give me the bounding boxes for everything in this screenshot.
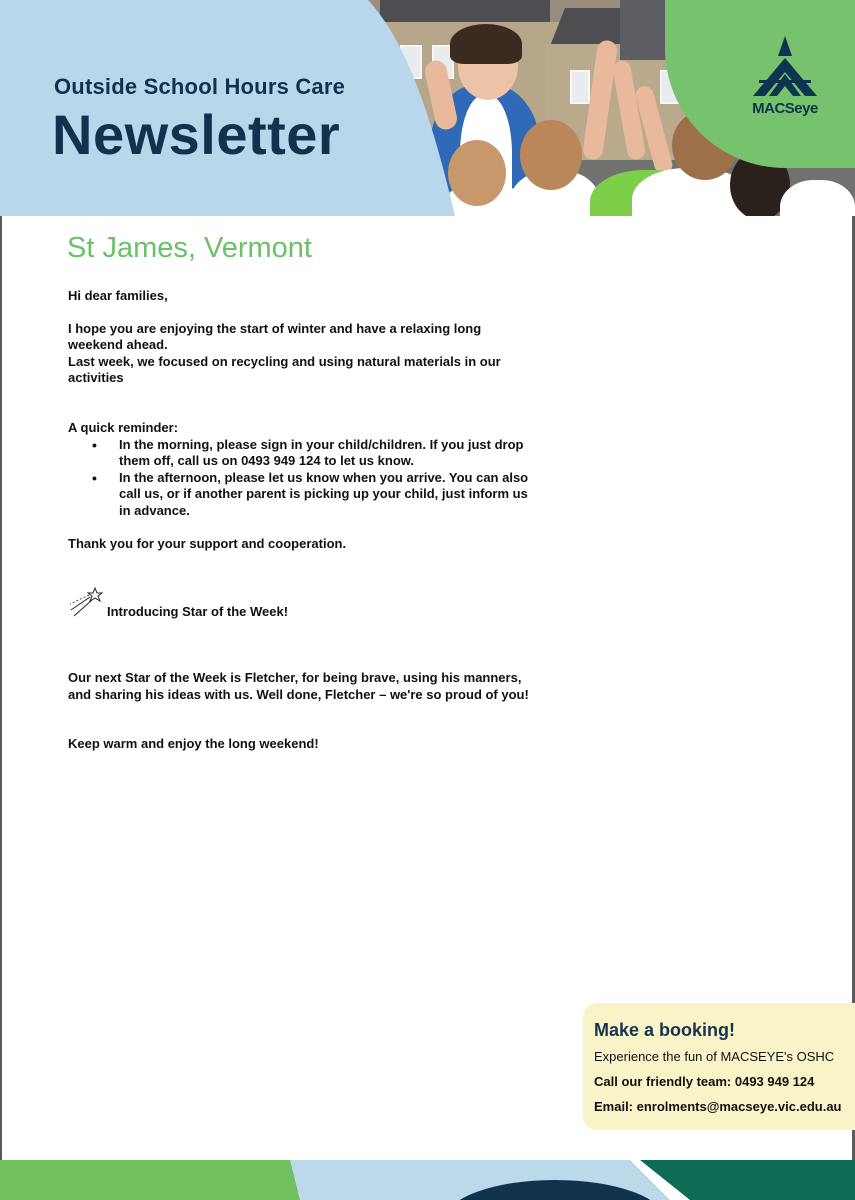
star-of-week-heading: Introducing Star of the Week! <box>107 604 289 619</box>
newsletter-header <box>0 0 855 216</box>
reminder-list <box>68 437 538 520</box>
reminder-heading: A quick reminder: <box>68 419 179 435</box>
logo-wordmark: MACSeye <box>752 100 818 117</box>
shooting-star-icon <box>68 586 104 618</box>
newsletter-body <box>68 288 538 552</box>
location-heading: St James, Vermont <box>67 232 312 264</box>
booking-title: Make a booking! <box>594 1020 736 1040</box>
booking-email[interactable]: Email: enrolments@macseye.vic.edu.au <box>594 1099 842 1114</box>
newsletter-title: Newsletter <box>52 103 341 166</box>
recycling-paragraph: Last week, we focused on recycling and using natural materials in our activities <box>68 353 501 386</box>
intro-paragraph: I hope you are enjoying the start of winter and have a relaxing long weekend ahead. <box>68 320 482 353</box>
booking-phone: Call our friendly team: 0493 949 124 <box>594 1074 815 1089</box>
closing-text: Keep warm and enjoy the long weekend! <box>68 736 319 752</box>
booking-box <box>583 1003 855 1130</box>
star-of-week-section <box>68 670 538 753</box>
star-of-week-text: Our next Star of the Week is Fletcher, for being brave, using his manners, and sharing his ideas with us. Well done, Fletcher – we're so proud of you! <box>68 670 529 702</box>
reminder-item: • In the afternoon, please let us know when you arrive. You can also call us, or if another parent is picking up your child, just inform us in advance. <box>68 470 538 520</box>
reminder-item: • In the morning, please sign in your child/children. If you just drop them off, call us on 0493 949 124 to let us know. <box>68 437 538 470</box>
star-of-week-heading-row <box>68 586 368 622</box>
newsletter-subtitle: Outside School Hours Care <box>54 74 346 99</box>
footer-decoration <box>0 1160 855 1200</box>
thanks-text: Thank you for your support and cooperation. <box>68 535 347 551</box>
booking-description: Experience the fun of MACSEYE's OSHC <box>594 1049 835 1064</box>
greeting: Hi dear families, <box>68 288 168 303</box>
